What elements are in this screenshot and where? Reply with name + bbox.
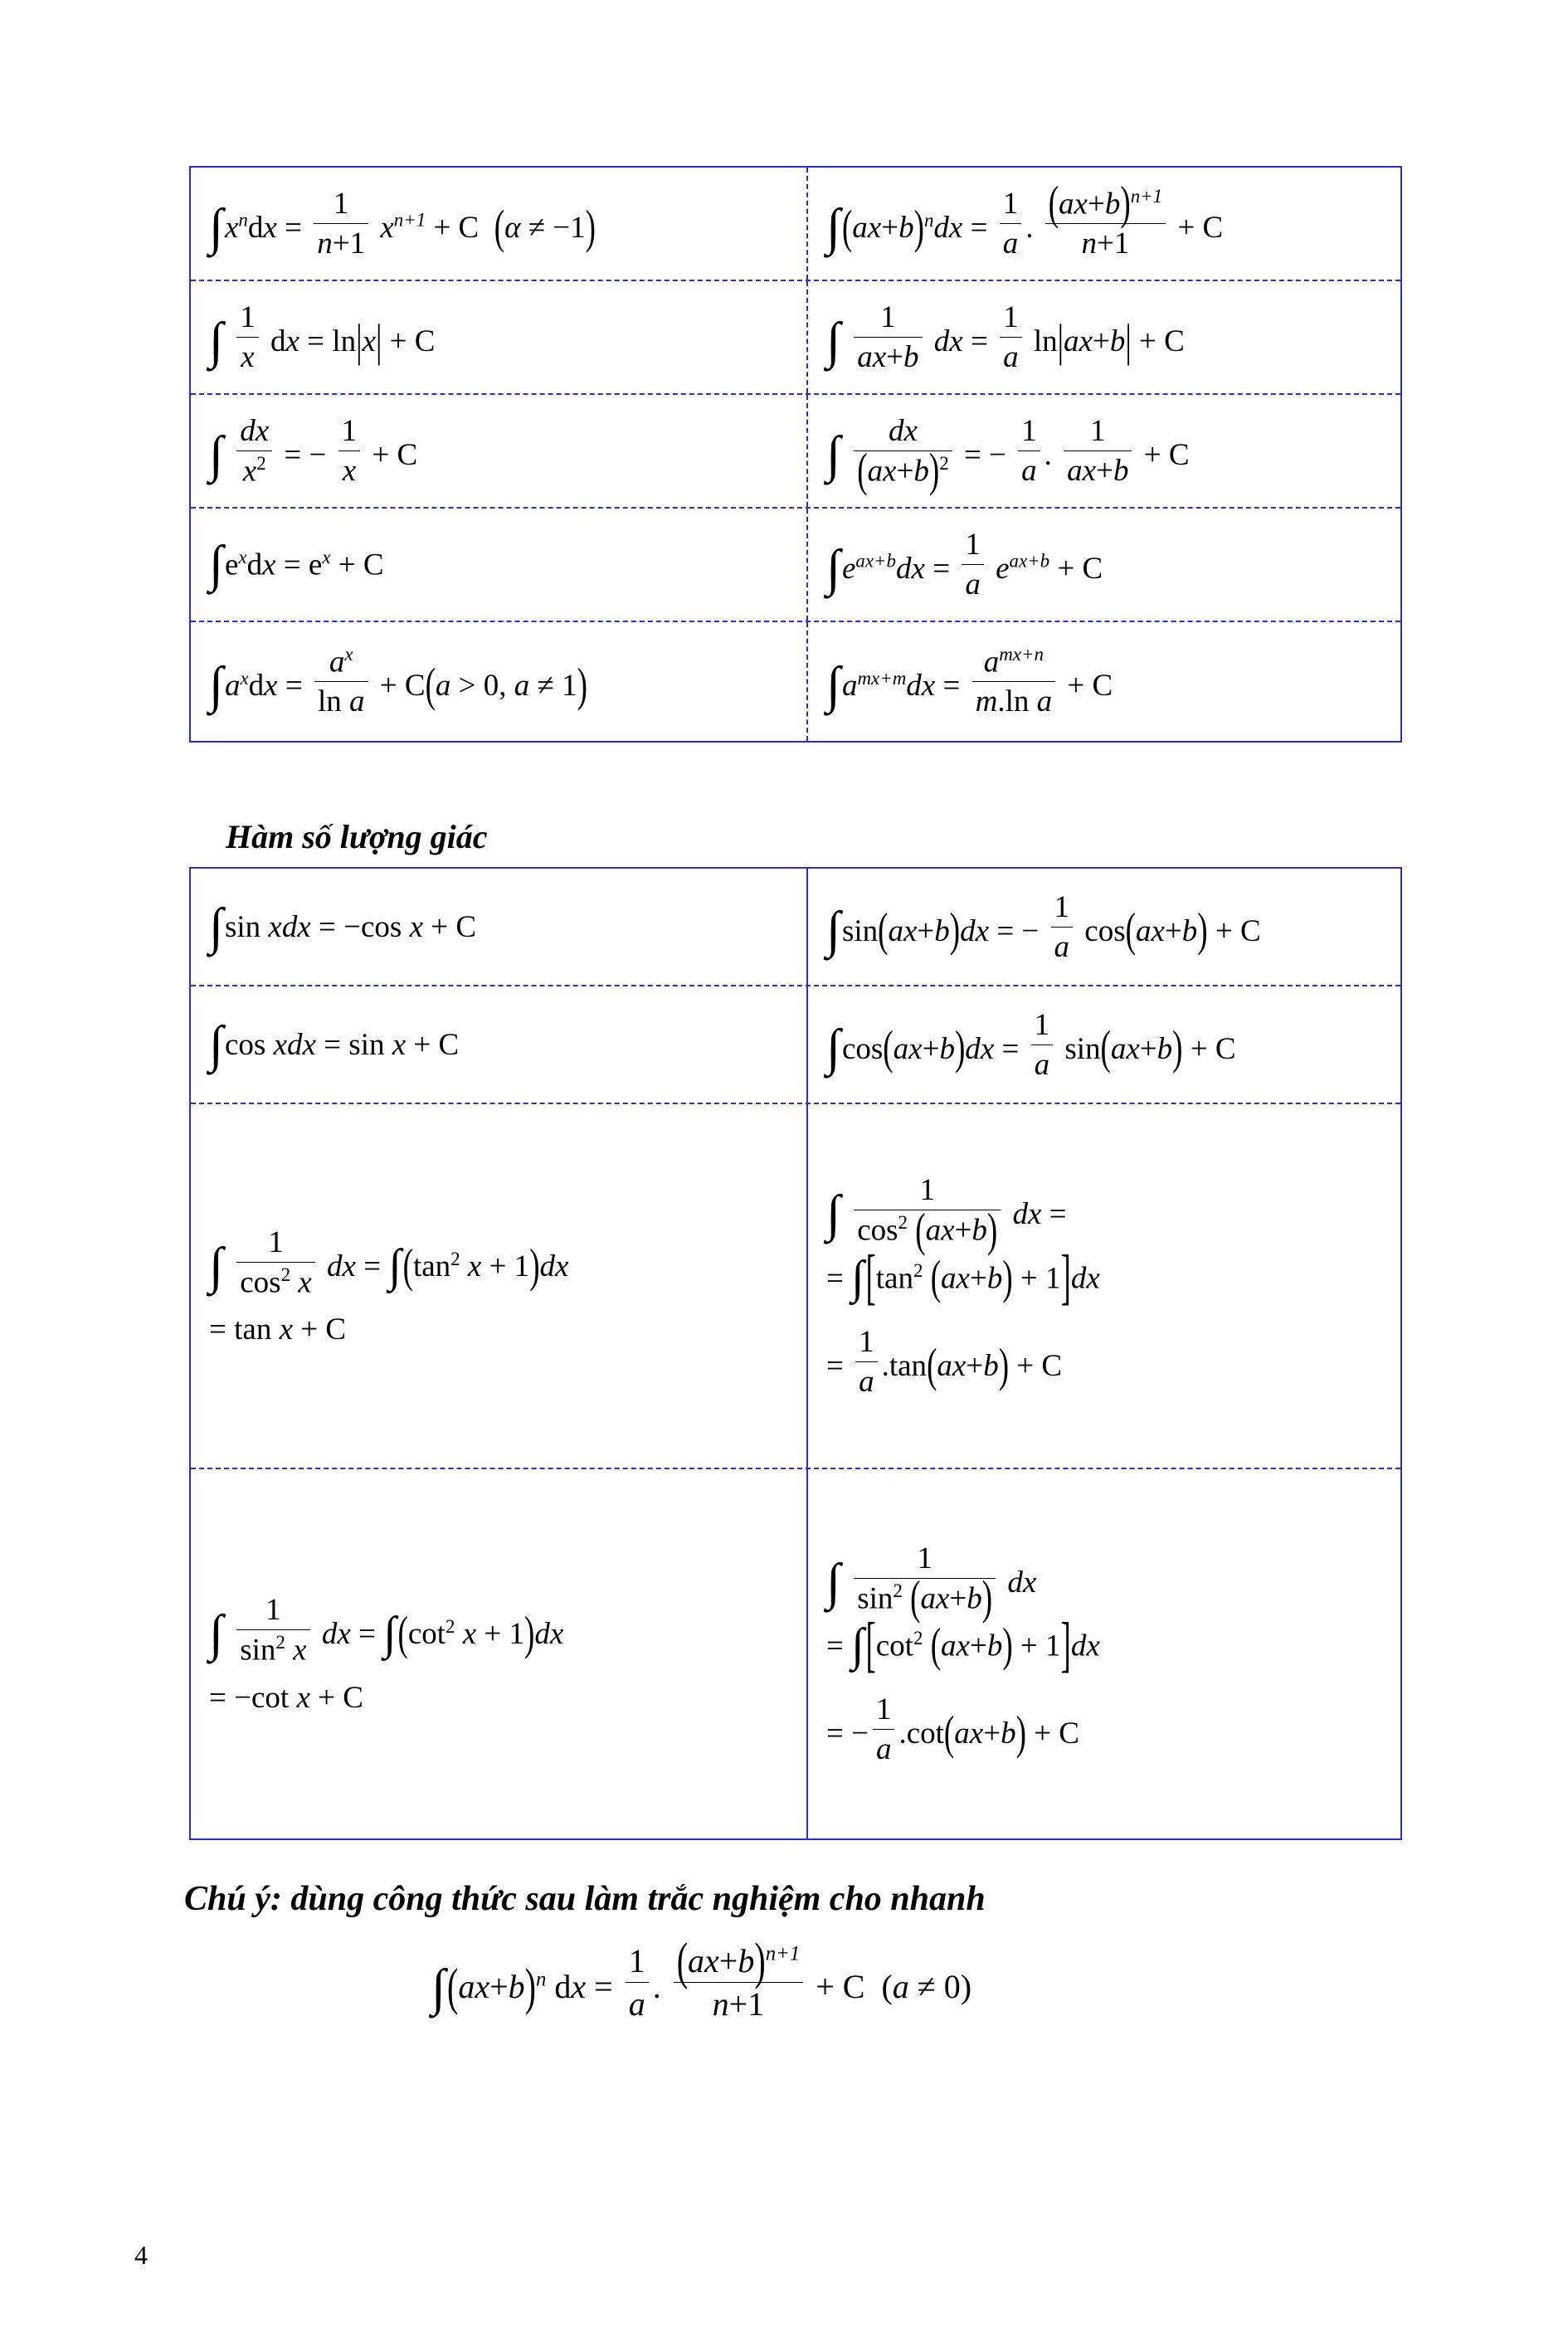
formula-xn-dx: $\int x^ndx$ = $\frac{1}{n+1}$ $x^{n+1} + C$ (α ≠ −1) [209, 187, 596, 261]
formula-sec2-x: ∫ $\frac{1}{\cos^2 x}$ dx = $\int(\tan^2$ x + 1)dx = tan x + C [209, 1225, 569, 1347]
formula-ax: $\int a^xdx$ = $\frac{a^x}{\text{ln a}}$ + C(a > 0, a ≠ 1) [209, 643, 587, 719]
formula-cell [808, 986, 1400, 1103]
page-number: 4 [134, 2240, 148, 2270]
table-row [191, 869, 1400, 986]
section-heading-trig: Hàm số lượng giác [226, 818, 488, 855]
formula-cell [191, 1469, 808, 1838]
formula-cell [191, 395, 808, 507]
table-row [191, 986, 1400, 1104]
formula-sin-x: ∫sin xdx = −cos x + C [209, 898, 477, 955]
formula-csc2-axb: ∫ $\frac{1}{\sin^2 (ax+b)}$ dx = $\int[\cot^2$ (ax+b) + 1]dx = − $\frac{1}{a}$ .cot(ax+b) + C [825, 1541, 1100, 1767]
formula-cell [191, 622, 808, 741]
formula-cell [191, 986, 808, 1103]
table-row [191, 168, 1400, 281]
table-row [191, 281, 1400, 395]
table-row [191, 395, 1400, 509]
formula-dx-over-axb2: ∫ $\frac{dx}{(ax+b)^2}$ = − $\frac{1}{a}$ . $\frac{1}{ax+b}$ + C [825, 413, 1190, 498]
formula-sec2-axb: ∫ $\frac{1}{\cos^2 (ax+b)}$ dx = = $\int[\tan^2$ (ax+b) + 1]dx = $\frac{1}{a}$ .tan(ax+b) + C [825, 1173, 1100, 1399]
table-row [191, 622, 1400, 741]
table-row [191, 1104, 1400, 1469]
table-row [191, 509, 1400, 622]
formula-cell [808, 281, 1400, 393]
formula-a-mxm: $\int a^{mx+m}dx$ = $\frac{a^{mx+n}}{\text{m.ln a}}$ + C [825, 643, 1113, 719]
formula-cell [808, 168, 1400, 280]
formula-cell [808, 509, 1400, 621]
formula-cell [191, 869, 808, 985]
formula-csc2-x: ∫ $\frac{1}{\sin^2 x}$ dx = $\int(\cot^2$ x + 1)dx = −cot x + C [209, 1593, 564, 1715]
formula-cell [191, 281, 808, 393]
formula-axb-n-dx: $\int(ax+b)^ndx$ = $\frac{1}{a}$ . $\frac{(ax+b)^{n+1}}{n+1}$ + C [825, 177, 1224, 261]
formula-cell [808, 869, 1400, 985]
table-row [191, 1469, 1400, 1838]
formula-cell [808, 622, 1400, 741]
formula-cell [191, 1104, 808, 1468]
formula-cell [808, 1469, 1400, 1838]
note-heading: Chú ý: dùng công thức sau làm trắc nghiệm cho nhanh [184, 1880, 986, 1918]
formula-cos-x: ∫cos xdx = sin x + C [209, 1015, 460, 1073]
formula-cell [191, 168, 808, 280]
trig-integral-table [189, 867, 1402, 1840]
formula-e-axb: $\int e^{ax+b}dx$ = $\frac{1}{a}$ $e^{ax+b} + C$ [825, 528, 1103, 601]
formula-sin-axb: ∫sin(ax+b)dx = − $\frac{1}{a}$ cos(ax+b) + C [825, 889, 1261, 964]
formula-one-over-x: ∫ $\frac{1}{x}$ dx = ln|x| + C [209, 300, 436, 374]
formula-one-over-axb: ∫ $\frac{1}{ax+b}$ dx = $\frac{1}{a}$ ln|ax+b| + C [825, 300, 1185, 374]
formula-cell [808, 395, 1400, 507]
formula-cos-axb: ∫cos(ax+b)dx = $\frac{1}{a}$ sin(ax+b) + C [825, 1007, 1236, 1082]
basic-integral-table [189, 166, 1402, 743]
formula-ex: $\int e^xdx = e^x + C$ [209, 536, 384, 593]
formula-note-axb-n: $\int(ax+b)^n$ dx = $\frac{1}{a}$ . $\frac{(ax+b)^{n+1}}{n+1}$ + C (a ≠ 0) [431, 1931, 972, 2023]
formula-cell [808, 1104, 1400, 1468]
formula-dx-over-x2: ∫ $\frac{dx}{x^2}$ = − $\frac{1}{x}$ + C [209, 413, 418, 489]
formula-cell [191, 509, 808, 621]
note-formula-container [431, 1931, 972, 2023]
